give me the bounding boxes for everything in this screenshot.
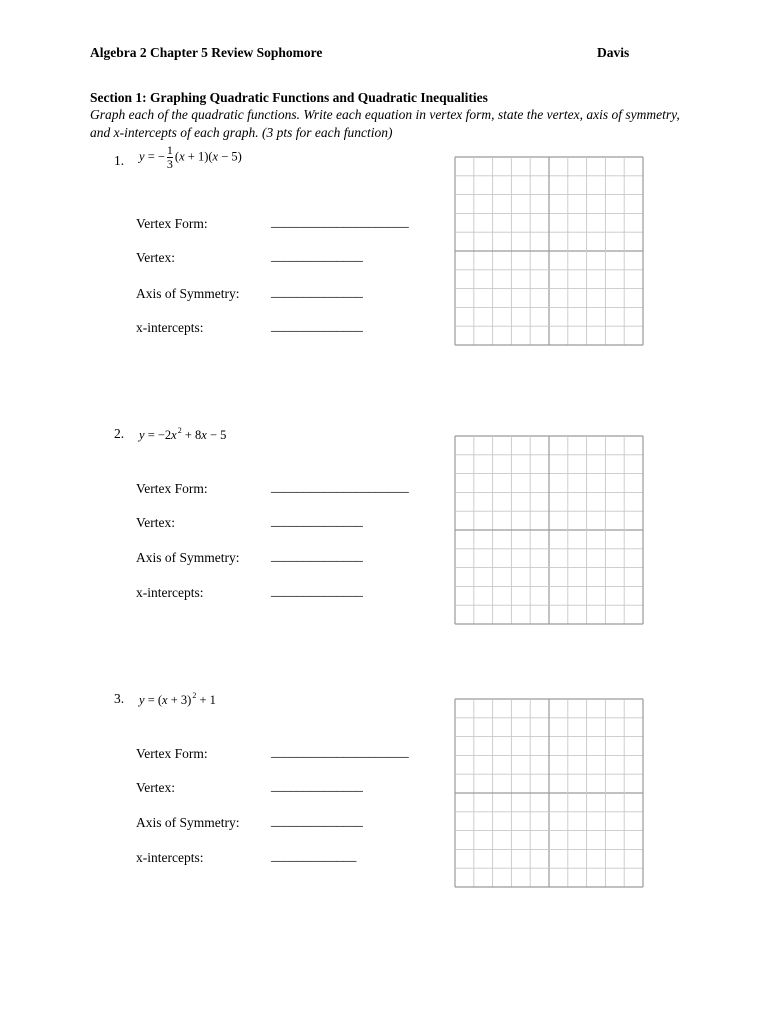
intercepts-blank-2[interactable]: ______________ [271, 583, 363, 598]
axis-label-1: Axis of Symmetry: [136, 286, 240, 301]
axis-blank-2[interactable]: ______________ [271, 548, 363, 563]
intercepts-blank-1[interactable]: ______________ [271, 318, 363, 333]
vertex-form-blank-3[interactable]: _____________________ [271, 744, 409, 759]
problem-number-2: 2. [114, 426, 125, 441]
axis-blank-3[interactable]: ______________ [271, 813, 363, 828]
graph-grid-1[interactable] [454, 156, 644, 346]
vertex-form-label-2: Vertex Form: [136, 481, 208, 496]
vertex-label-1: Vertex: [136, 250, 175, 265]
vertex-form-label-3: Vertex Form: [136, 746, 208, 761]
graph-grid-2[interactable] [454, 435, 644, 625]
vertex-label-3: Vertex: [136, 780, 175, 795]
axis-blank-1[interactable]: ______________ [271, 284, 363, 299]
teacher-name: Davis [597, 45, 630, 60]
vertex-blank-2[interactable]: ______________ [271, 513, 363, 528]
section-title: Section 1: Graphing Quadratic Functions and Quadratic Inequalities [90, 90, 488, 105]
vertex-label-2: Vertex: [136, 515, 175, 530]
vertex-form-label-1: Vertex Form: [136, 216, 208, 231]
axis-label-2: Axis of Symmetry: [136, 550, 240, 565]
intercepts-label-1: x-intercepts: [136, 320, 204, 335]
equation-1: y = − $\frac{1}{3}$ (x + 1)(x − 5) [139, 143, 242, 171]
equation-3: $y = (x + 3)^2 + 1$ [139, 691, 216, 707]
vertex-form-blank-1[interactable]: _____________________ [271, 214, 409, 229]
vertex-blank-3[interactable]: ______________ [271, 778, 363, 793]
intercepts-blank-3[interactable]: _____________ [271, 848, 357, 863]
intercepts-label-3: x-intercepts: [136, 850, 204, 865]
problem-number-1: 1. [114, 153, 125, 168]
intercepts-label-2: x-intercepts: [136, 585, 204, 600]
worksheet-title: Algebra 2 Chapter 5 Review Sophomore [90, 45, 323, 60]
equation-2: $y = -2x^2 + 8x - 5$ [139, 426, 227, 442]
vertex-blank-1[interactable]: ______________ [271, 248, 363, 263]
problem-number-3: 3. [114, 691, 125, 706]
graph-grid-3[interactable] [454, 698, 644, 888]
vertex-form-blank-2[interactable]: _____________________ [271, 479, 409, 494]
axis-label-3: Axis of Symmetry: [136, 815, 240, 830]
section-instructions: Graph each of the quadratic functions. Write each equation in vertex form, state the vertex, axis of symmetry, and x-intercepts of each graph. (3 pts for each function) [90, 107, 680, 140]
